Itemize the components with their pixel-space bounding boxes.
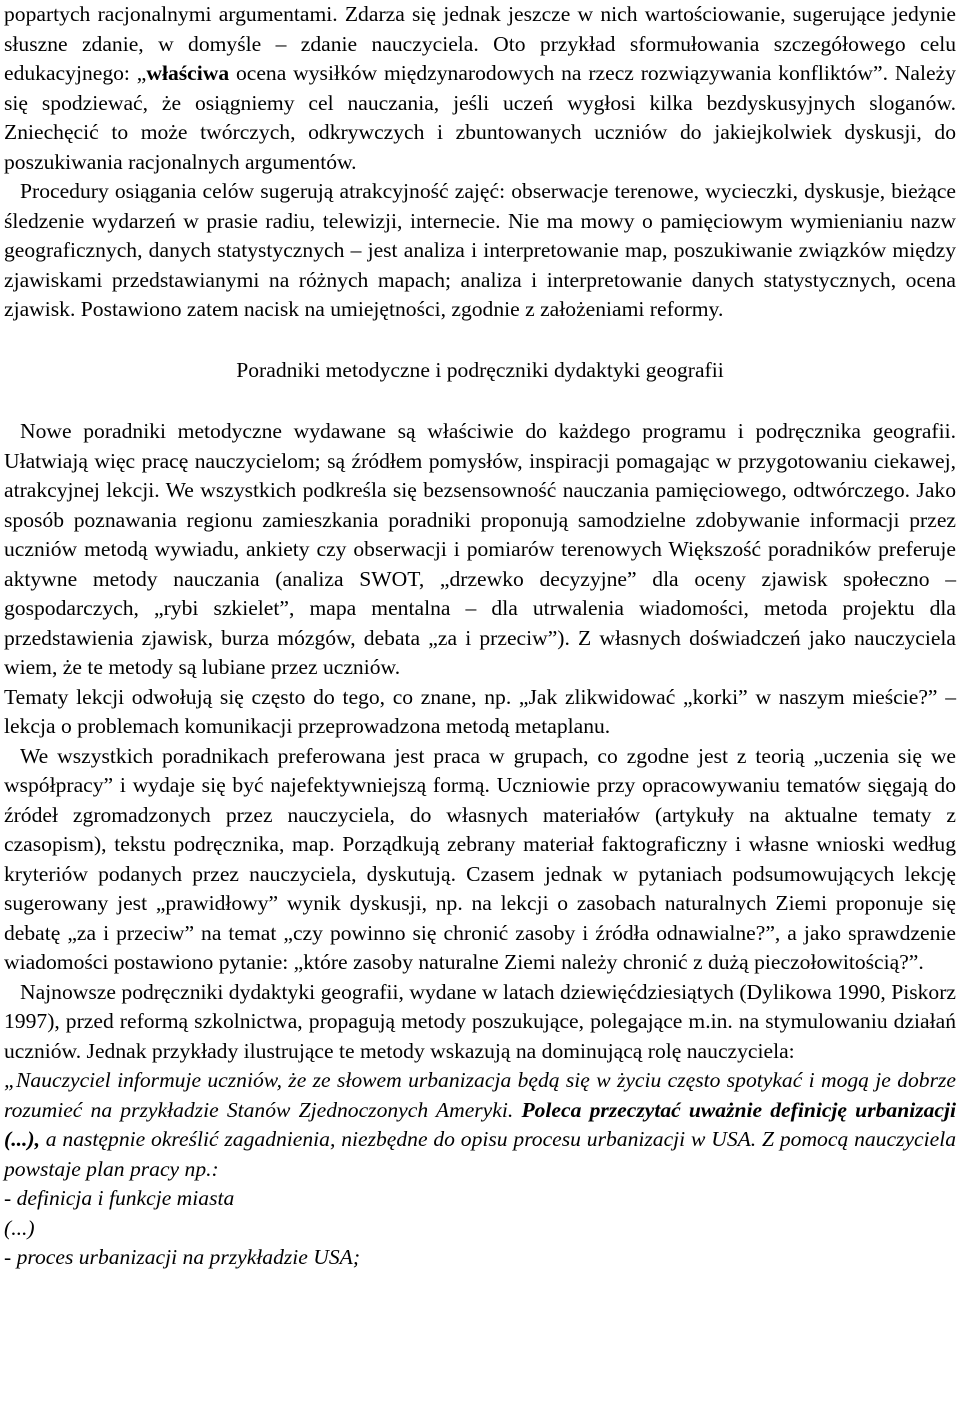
paragraph-2: Procedury osiągania celów sugerują atrakcyjność zajęć: obserwacje terenowe, wycieczki, dyskusje, bieżące śledzenie wydarzeń w prasie radiu, telewizji, internecie. Nie ma mowy o pamięciowym wymienianiu nazw geograficznych, danych statystycznych – jest analiza i interpretowanie map, poszukiwanie związków między zjawiskami przedstawianymi na różnych mapach; analiza i interpretowanie danych statystycznych, ocena zjawisk. Postawiono zatem nacisk na umiejętności, zgodnie z założeniami reformy.	[4, 179, 956, 321]
paragraph-1-bold: właściwa	[146, 61, 230, 85]
list-item: - proces urbanizacji na przykładzie USA;	[4, 1245, 361, 1269]
paragraph-1	[4, 0, 956, 177]
quote-bold: Poleca przeczytać uważnie definicję urbanizacji (...),	[4, 1097, 956, 1151]
section-heading: Poradniki metodyczne i podręczniki dydaktyki geografii	[236, 357, 724, 382]
list-item: - definicja i funkcje miasta	[4, 1186, 235, 1210]
paragraph-6: Najnowsze podręczniki dydaktyki geografii, wydane w latach dziewięćdziesiątych (Dylikowa 1990, Piskorz 1997), przed reformą szkolnictwa, propagują metody poszukujące, polegające m.in. na stymulowaniu działań uczniów. Jednak przykłady ilustrujące te metody wskazują na dominującą rolę nauczyciela:	[4, 979, 956, 1063]
list-item: (...)	[4, 1215, 35, 1240]
paragraph-1-text: popartych racjonalnymi argumentami. Zdarza się jednak jeszcze w nich wartościowanie, sugerujące jedynie słuszne zdanie, w domyśle – zdanie nauczyciela. Oto przykład sformułowania szczegółowego celu edukacyjnego: „	[4, 2, 956, 85]
paragraph-3: Nowe poradniki metodyczne wydawane są właściwie do każdego programu i podręcznika geografii. Ułatwiają więc pracę nauczycielom; są źródłem pomysłów, inspiracji pomagając w przygotowaniu ciekawej, atrakcyjnej lekcji. We wszystkich podkreśla się bezsensowność nauczania pamięciowego, odtwórczego. Jako sposób poznawania regionu zamieszkania poradniki proponują samodzielne zdobywanie informacji przez uczniów metodą wywiadu, ankiety czy obserwacji i pomiarów terenowych Większość poradników preferuje aktywne metody nauczania (analiza SWOT, „drzewko decyzyjne” dla oceny zjawisk społeczno – gospodarczych, „rybi szkielet”, mapa mentalna – dla utrwalenia wiadomości, metoda projektu dla przedstawienia zjawisk, burza mózgów, debata „za i przeciw”). Z własnych doświadczeń jako nauczyciela wiem, że te metody są lubiane przez uczniów.	[4, 419, 956, 679]
paragraph-1-tail: ocena wysiłków międzynarodowych na rzecz rozwiązywania konfliktów”. Należy się spodziewać, że osiągniemy cel nauczania, jeśli uczeń wygłosi kilka bezdyskusyjnych sloganów. Zniechęcić to może twórczych, odkrywczych i zbuntowanych uczniów do jakiejkolwiek dyskusji, do poszukiwania racjonalnych argumentów.	[4, 61, 956, 174]
document-page	[4, 0, 956, 1273]
paragraph-4: Tematy lekcji odwołują się często do tego, co znane, np. „Jak zlikwidować „korki” w naszym mieście?” – lekcja o problemach komunikacji przeprowadzona metodą metaplanu.	[4, 684, 956, 738]
paragraph-5: We wszystkich poradnikach preferowana jest praca w grupach, co zgodne jest z teorią „uczenia się we współpracy” i wydaje się być najefektywniejszą formą. Uczniowie przy opracowywaniu tematów sięgają do źródeł zgromadzonych przez nauczyciela, do własnych materiałów (artykuły na aktualne tematy z czasopism), tekstu podręcznika, map. Porządkują zebrany materiał faktograficzny i własne wnioski według kryteriów podanych przez nauczyciela, dyskutują. Czasem jednak w pytaniach podsumowujących lekcję sugerowany jest „prawidłowy” wynik dyskusji, np. na lekcji o zasobach naturalnych Ziemi proponuje się debatę „za i przeciw” na temat „czy powinno się chronić zasoby i źródła odnawialne?”, a jako sprawdzenie wiadomości postawiono pytanie: „które zasoby naturalne Ziemi należy chronić z dużą pieczołowitością?”.	[4, 743, 956, 974]
quote-text-a: „Nauczyciel informuje uczniów, że ze słowem urbanizacja będą się w życiu często spotykać i mogą je dobrze rozumieć na przykładzie Stanów Zjednoczonych Ameryki.	[4, 1068, 956, 1122]
quote-text-b: a następnie określić zagadnienia, niezbędne do opisu procesu urbanizacji w USA. Z pomocą nauczyciela powstaje plan pracy np.:	[4, 1127, 956, 1181]
quote-block	[4, 1066, 956, 1184]
